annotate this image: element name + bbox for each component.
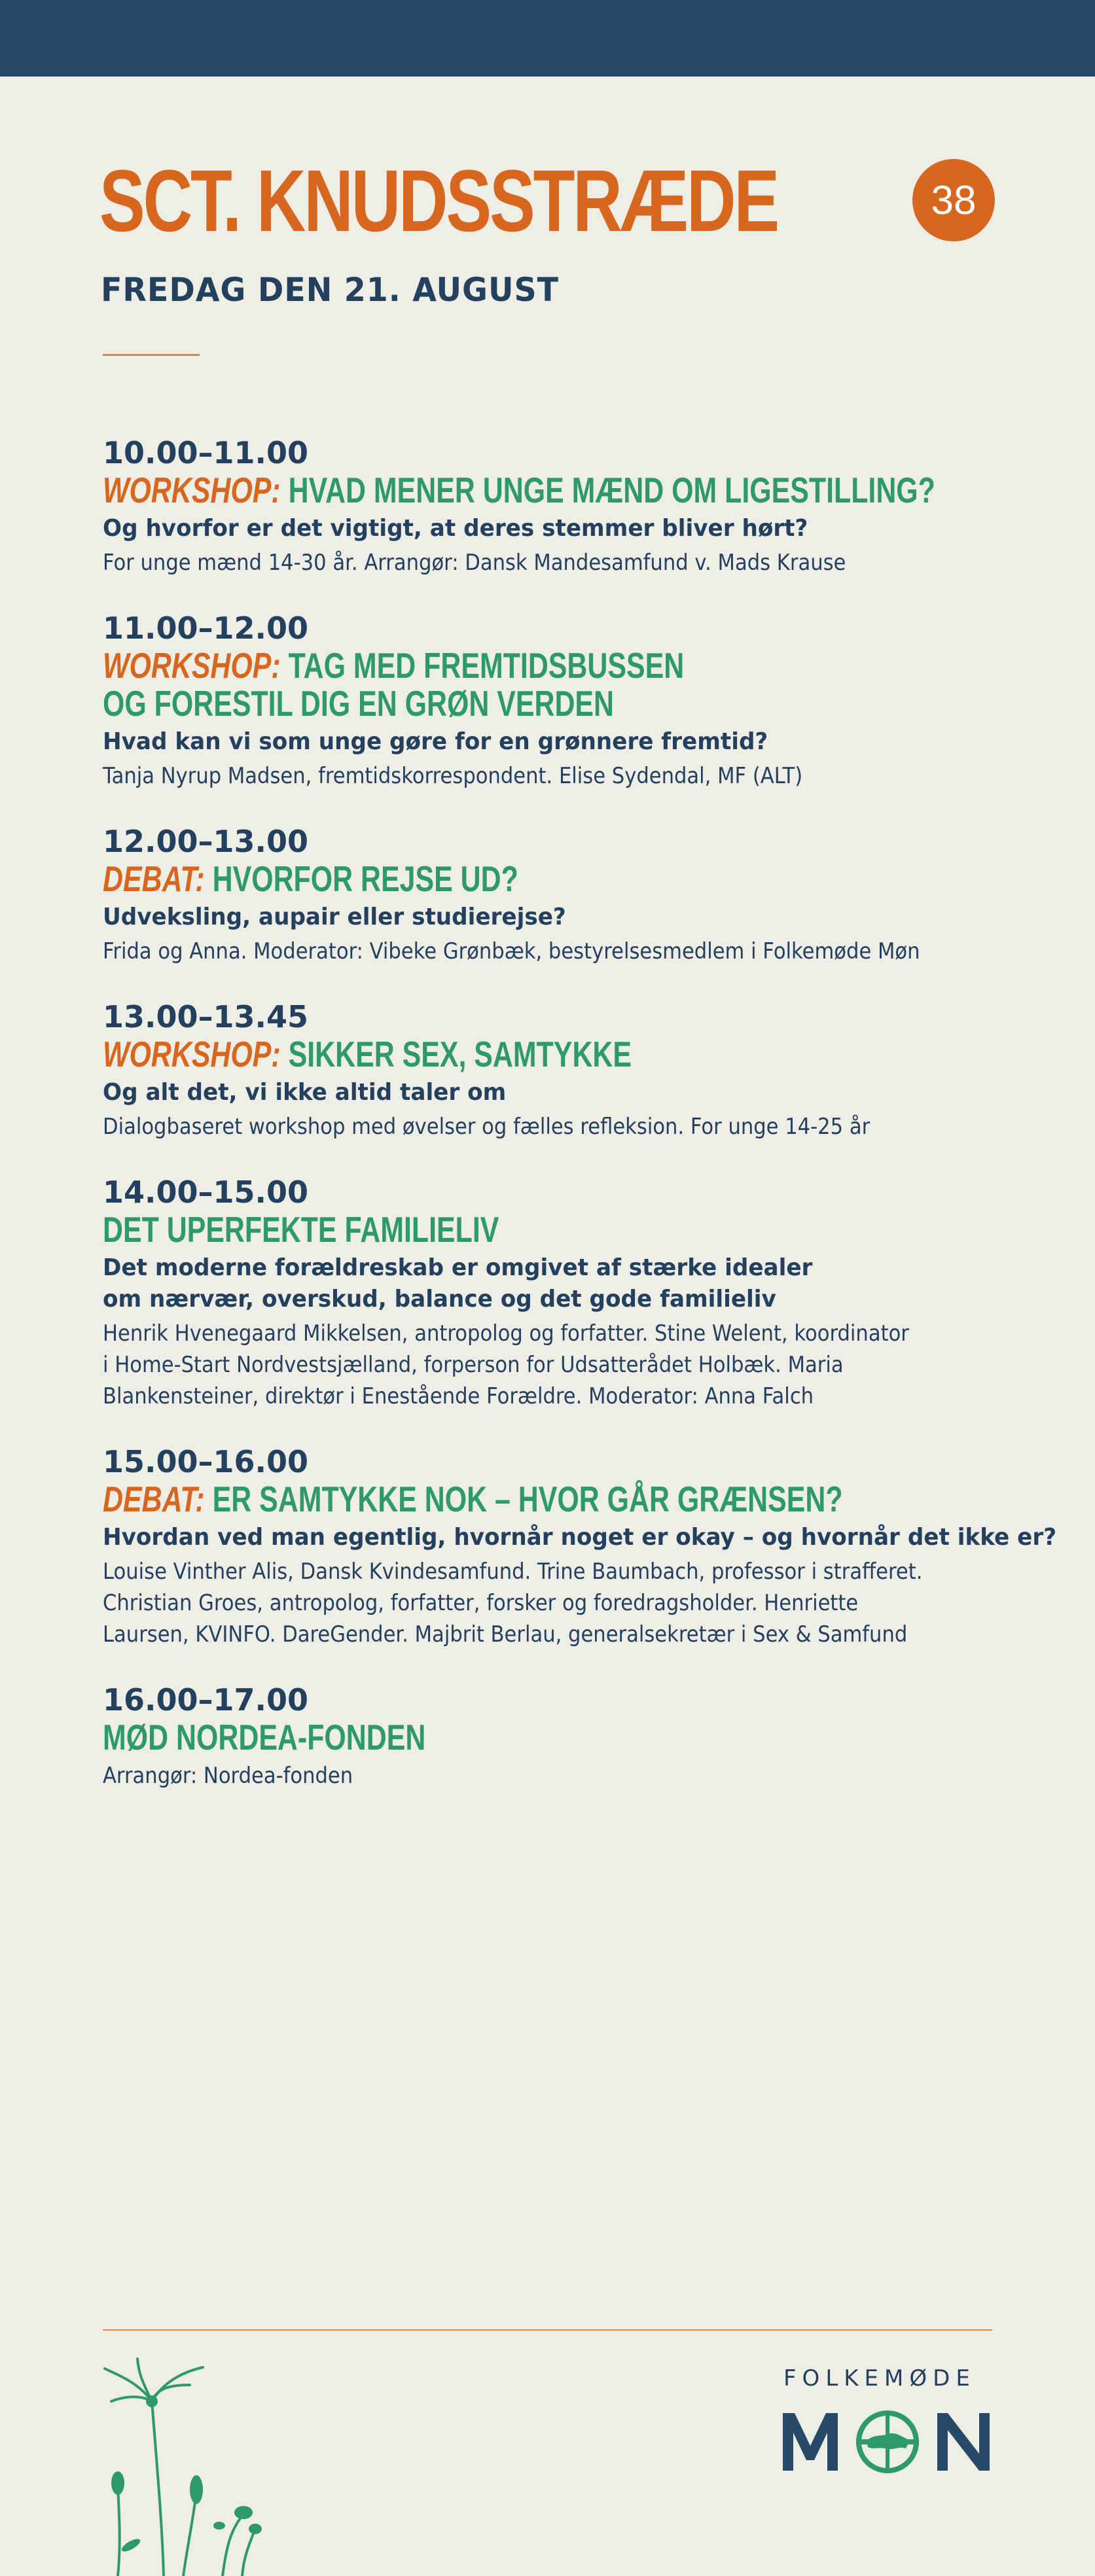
event-title-line: SIKKER SEX, SAMTYKKE bbox=[288, 1034, 632, 1074]
event-subtitle-line: Hvordan ved man egentlig, hvornår noget er okay – og hvornår det ikke er? bbox=[103, 1524, 1057, 1551]
event-subtitle-line: Hvad kan vi som unge gøre for en grønnere fremtid? bbox=[103, 728, 768, 755]
event-subtitle-line: Udveksling, aupair eller studierejse? bbox=[103, 904, 566, 930]
event-title-line: OG FORESTIL DIG EN GRØN VERDEN bbox=[103, 683, 615, 724]
event-subtitle-line: om nærvær, overskud, balance og det gode familieliv bbox=[103, 1286, 776, 1313]
event-title-line: ER SAMTYKKE NOK – HVOR GÅR GRÆNSEN? bbox=[212, 1479, 843, 1519]
event-item bbox=[103, 1443, 1057, 1650]
event-description bbox=[103, 760, 1022, 792]
event-time: 10.00–11.00 bbox=[103, 435, 309, 470]
event-title bbox=[103, 860, 996, 898]
event-description-line: Dialogbaseret workshop med øvelser og fælles refleksion. For unge 14-25 år bbox=[103, 1114, 871, 1140]
event-type-label: DEBAT: bbox=[103, 1479, 205, 1519]
event-time: 14.00–15.00 bbox=[103, 1174, 309, 1210]
event-type-label: DEBAT: bbox=[103, 858, 205, 899]
event-type-label: WORKSHOP: bbox=[103, 470, 281, 510]
event-subtitle bbox=[103, 902, 1023, 933]
event-item bbox=[103, 434, 1019, 578]
event-description-line: Arrangør: Nordea-fonden bbox=[103, 1763, 353, 1789]
folkemode-mon-logo-icon bbox=[783, 2408, 994, 2473]
event-item bbox=[103, 823, 1019, 967]
event-title bbox=[103, 646, 996, 722]
event-description bbox=[103, 547, 1022, 578]
date-heading: FREDAG DEN 21. AUGUST bbox=[101, 271, 560, 309]
page-title: SCT. KNUDSSTRÆDE bbox=[99, 152, 778, 250]
event-subtitle bbox=[103, 513, 1023, 544]
event-title-line: HVORFOR REJSE UD? bbox=[212, 858, 518, 899]
event-description bbox=[103, 936, 1022, 967]
event-title bbox=[103, 1035, 996, 1073]
accent-divider bbox=[103, 354, 200, 356]
event-description-line: Christian Groes, antropolog, forfatter, forsker og foredragsholder. Henriette bbox=[103, 1590, 859, 1616]
event-subtitle-line: Og alt det, vi ikke altid taler om bbox=[103, 1079, 507, 1106]
event-list bbox=[103, 434, 1057, 1823]
event-description-line: Frida og Anna. Moderator: Vibeke Grønbæk, bestyrelsesmedlem i Folkemøde Møn bbox=[103, 938, 920, 964]
footer-divider bbox=[103, 2329, 992, 2331]
event-title-line: TAG MED FREMTIDSBUSSEN bbox=[288, 645, 685, 686]
event-description-line: Laursen, KVINFO. DareGender. Majbrit Berlau, generalsekretær i Sex & Samfund bbox=[103, 1621, 908, 1648]
event-title-line: HVAD MENER UNGE MÆND OM LIGESTILLING? bbox=[288, 470, 935, 510]
event-item bbox=[103, 610, 1019, 792]
event-description-line: Louise Vinther Alis, Dansk Kvindesamfund. Trine Baumbach, professor i strafferet. bbox=[103, 1559, 923, 1585]
event-description-line: For unge mænd 14-30 år. Arrangør: Dansk Mandesamfund v. Mads Krause bbox=[103, 550, 846, 576]
event-item bbox=[103, 1174, 1019, 1412]
event-type-label: WORKSHOP: bbox=[103, 645, 281, 686]
event-item bbox=[103, 998, 1019, 1142]
event-title-line: DET UPERFEKTE FAMILIELIV bbox=[103, 1209, 499, 1250]
wildflower-illustration-icon bbox=[92, 2355, 301, 2576]
event-description-line: Tanja Nyrup Madsen, fremtidskorrespondent. Elise Sydendal, MF (ALT) bbox=[103, 763, 803, 789]
event-type-label: WORKSHOP: bbox=[103, 1034, 281, 1074]
event-description-line: Blankensteiner, direktør i Enestående Forældre. Moderator: Anna Falch bbox=[103, 1383, 814, 1409]
event-description-line: i Home-Start Nordvestsjælland, forperson for Udsatterådet Holbæk. Maria bbox=[103, 1352, 844, 1378]
event-subtitle-line: Og hvorfor er det vigtigt, at deres stemmer bliver hørt? bbox=[103, 515, 808, 542]
event-time: 13.00–13.45 bbox=[103, 999, 309, 1034]
event-subtitle bbox=[103, 1522, 1057, 1553]
event-description-line: Henrik Hvenegaard Mikkelsen, antropolog og forfatter. Stine Welent, koordinator bbox=[103, 1320, 909, 1347]
event-time: 11.00–12.00 bbox=[103, 610, 309, 646]
event-title bbox=[103, 1480, 996, 1518]
top-bar bbox=[0, 0, 1095, 77]
event-time: 15.00–16.00 bbox=[103, 1444, 309, 1479]
event-title bbox=[103, 1210, 996, 1248]
event-title bbox=[103, 471, 996, 509]
page-number-badge: 38 bbox=[912, 159, 995, 241]
logo-wordmark: FOLKEMØDE bbox=[783, 2365, 976, 2391]
event-title bbox=[103, 1718, 996, 1756]
event-description bbox=[103, 1318, 1022, 1412]
event-time: 16.00–17.00 bbox=[103, 1682, 309, 1718]
event-description bbox=[103, 1556, 1022, 1650]
event-item bbox=[103, 1682, 1019, 1791]
event-description bbox=[103, 1111, 1022, 1142]
event-time: 12.00–13.00 bbox=[103, 824, 309, 859]
event-title-line: MØD NORDEA-FONDEN bbox=[103, 1717, 426, 1757]
event-subtitle bbox=[103, 1252, 1023, 1315]
event-subtitle bbox=[103, 726, 1023, 758]
event-subtitle-line: Det moderne forældreskab er omgivet af stærke idealer bbox=[103, 1254, 813, 1281]
event-subtitle bbox=[103, 1077, 1023, 1108]
event-description bbox=[103, 1760, 1022, 1791]
